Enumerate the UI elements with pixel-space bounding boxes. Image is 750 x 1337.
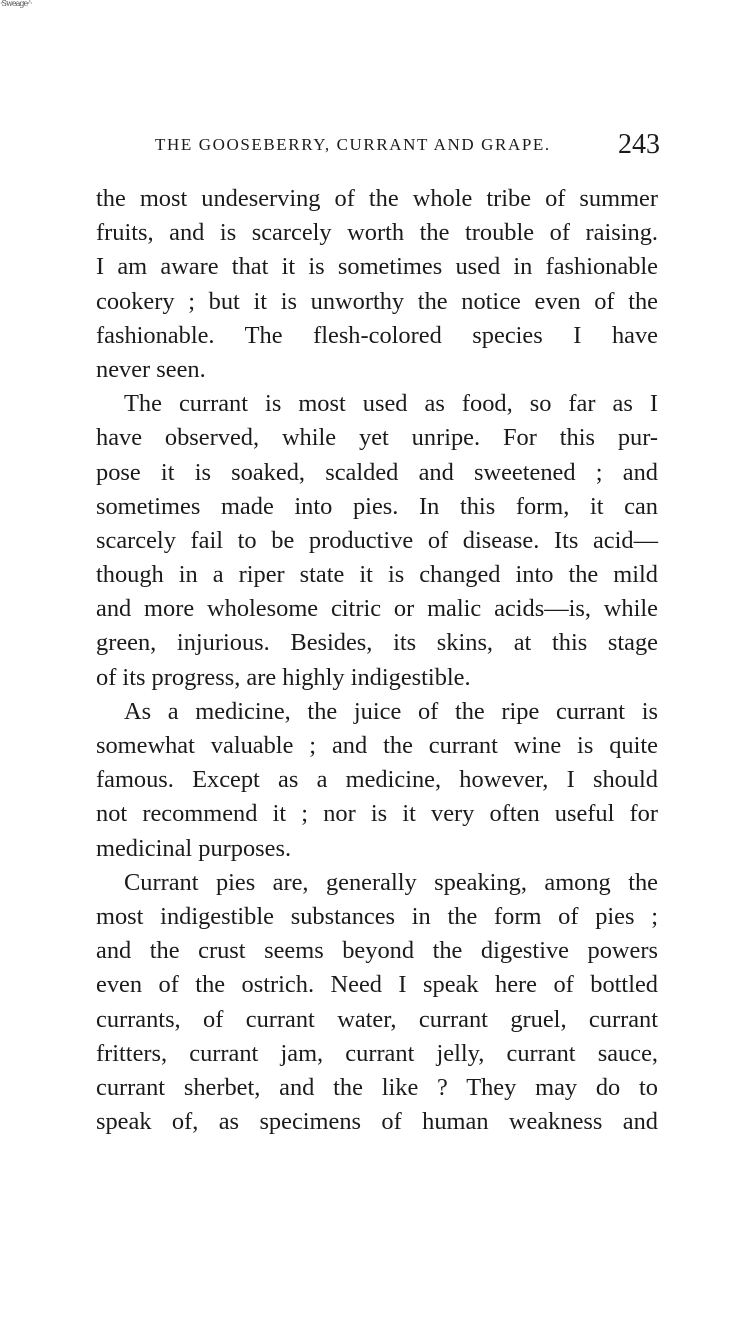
text-line: famous. Except as a medicine, however, I should xyxy=(96,766,658,794)
text-line: fritters, currant jam, currant jelly, currant sauce, xyxy=(96,1039,658,1067)
body-text xyxy=(96,182,658,1139)
paragraph-4 xyxy=(96,866,658,1140)
text-line: fashionable. The flesh-colored species I have xyxy=(96,321,658,349)
text-line: most indigestible substances in the form of pies ; xyxy=(96,902,658,930)
text-line: currant sherbet, and the like ? They may do to xyxy=(96,1073,658,1101)
text-line: and the crust seems beyond the digestive powers xyxy=(96,937,658,965)
text-line: somewhat valuable ; and the currant wine is quite xyxy=(96,732,658,759)
text-line: green, injurious. Besides, its skins, at this stage xyxy=(96,629,658,657)
text-line: of its progress, are highly indigestible. xyxy=(96,663,471,691)
text-line: fruits, and is scarcely worth the trouble of raising. xyxy=(96,219,658,247)
text-line: sometimes made into pies. In this form, it can xyxy=(96,492,658,520)
text-line: scarcely fail to be productive of disease. Its acid— xyxy=(96,526,658,554)
text-line: cookery ; but it is unworthy the notice even of the xyxy=(96,287,658,315)
paragraph-1 xyxy=(96,182,658,387)
text-line: Currant pies are, generally speaking, among the xyxy=(124,868,658,896)
running-title: THE GOOSEBERRY, CURRANT AND GRAPE. xyxy=(155,135,551,154)
text-line: pose it is soaked, scalded and sweetened ; and xyxy=(96,458,658,486)
text-line: not recommend it ; nor is it very often useful for xyxy=(96,800,658,828)
text-line: even of the ostrich. Need I speak here of bottled xyxy=(96,971,658,999)
text-line: never seen. xyxy=(96,355,206,383)
paragraph-2 xyxy=(96,387,658,695)
page-number: 243 xyxy=(618,129,660,160)
running-head xyxy=(155,129,660,169)
text-line: have observed, while yet unripe. For this pur- xyxy=(96,424,658,452)
text-line: the most undeserving of the whole tribe of summer xyxy=(96,185,658,212)
text-line: though in a riper state it is changed into the mild xyxy=(96,561,658,589)
text-line: I am aware that it is sometimes used in fashionable xyxy=(96,253,658,281)
text-line: As a medicine, the juice of the ripe currant is xyxy=(124,697,658,725)
text-line: and more wholesome citric or malic acids—is, while xyxy=(96,595,658,623)
text-line: medicinal purposes. xyxy=(96,834,292,862)
text-line: speak of, as specimens of human weakness and xyxy=(96,1108,658,1136)
corner-ink-marks: ·Sweage·'· xyxy=(0,0,32,8)
paragraph-3 xyxy=(96,695,658,866)
text-line: The currant is most used as food, so far as I xyxy=(124,390,658,418)
text-line: currants, of currant water, currant gruel, currant xyxy=(96,1005,658,1033)
